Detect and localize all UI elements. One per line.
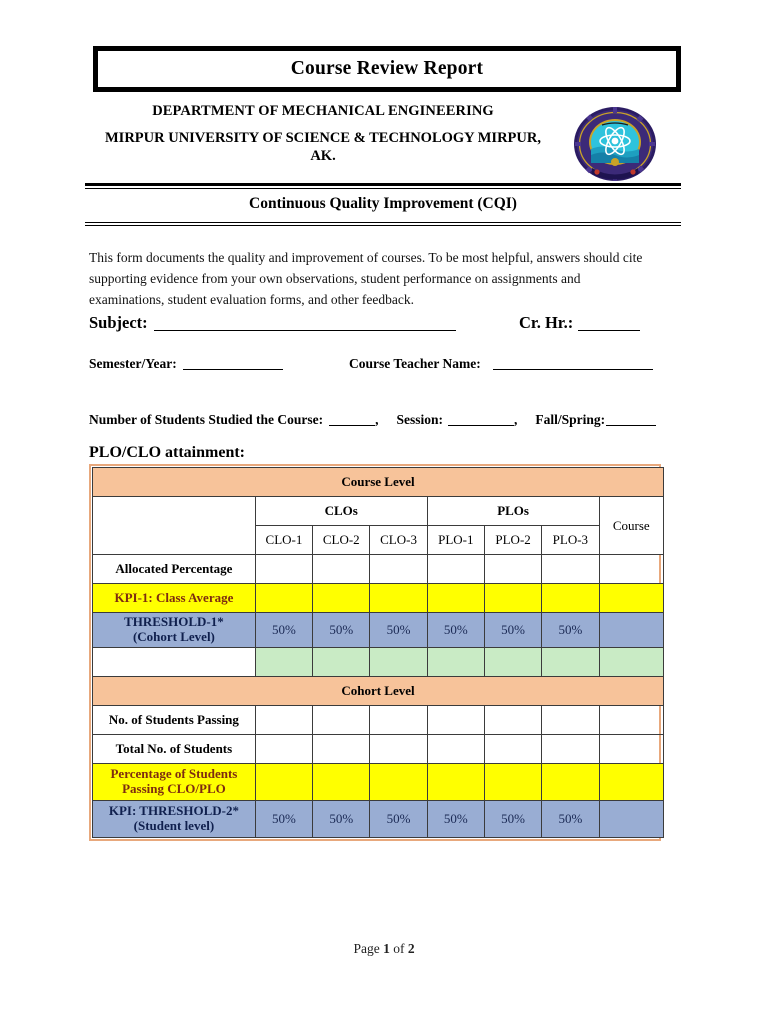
intro-paragraph: This form documents the quality and improvement of courses. To be most helpful, answers should cite supporting evidence from your own observations, student performance on assignments and examinations, student evaluation forms, and other feedback. [89, 250, 643, 307]
cell-kpi1-plo-2[interactable] [484, 584, 541, 613]
cell-total-plo-2[interactable] [484, 735, 541, 764]
cell-threshold1-clo-1[interactable]: 50% [255, 613, 312, 648]
footer-total-pages: 2 [407, 941, 415, 956]
section-header-course-level: Course Level [93, 468, 664, 497]
column-header-course: Course [599, 497, 663, 555]
cell-spacer-plo-3[interactable] [542, 648, 599, 677]
cell-threshold1-clo-2[interactable]: 50% [313, 613, 370, 648]
group-header-plos: PLOs [427, 497, 599, 526]
attainment-table-wrapper [89, 464, 661, 841]
rule-bottom-thin [85, 222, 681, 223]
cell-threshold2-plo-3[interactable]: 50% [542, 801, 599, 838]
table-row [93, 677, 664, 706]
cell-allocated-course[interactable] [599, 555, 663, 584]
cell-threshold1-clo-3[interactable]: 50% [370, 613, 427, 648]
threshold-2-line2: (Student level) [133, 818, 215, 833]
column-header-clo-1: CLO-1 [255, 526, 312, 555]
row-label-spacer [93, 648, 256, 677]
cell-spacer-clo-2[interactable] [313, 648, 370, 677]
cell-passing-plo-1[interactable] [427, 706, 484, 735]
cell-spacer-clo-1[interactable] [255, 648, 312, 677]
credit-hours-field-row [519, 313, 640, 333]
comma-separator-1: , [375, 412, 379, 427]
session-input[interactable] [448, 412, 514, 426]
cell-spacer-course[interactable] [599, 648, 663, 677]
cell-passing-course[interactable] [599, 706, 663, 735]
semester-label: Semester/Year: [89, 356, 177, 371]
threshold-2-line1: KPI: THRESHOLD-2* [108, 803, 239, 819]
cell-threshold1-plo-1[interactable]: 50% [427, 613, 484, 648]
cell-pct-clo-1[interactable] [255, 764, 312, 801]
table-outer-border [89, 464, 661, 841]
threshold-1-line2: (Cohort Level) [132, 629, 215, 644]
table-row [93, 764, 664, 801]
cell-pct-clo-3[interactable] [370, 764, 427, 801]
row-label-threshold-1 [93, 613, 256, 648]
percentage-passing-line2: Passing CLO/PLO [122, 781, 226, 796]
table-row [93, 497, 664, 526]
cell-passing-clo-3[interactable] [370, 706, 427, 735]
footer-middle: of [389, 941, 408, 956]
cell-allocated-clo-2[interactable] [313, 555, 370, 584]
university-crest-icon [572, 105, 658, 183]
cell-allocated-clo-1[interactable] [255, 555, 312, 584]
page-footer [0, 941, 768, 957]
row-label-allocated-percentage: Allocated Percentage [93, 555, 256, 584]
university-name-line1: MIRPUR UNIVERSITY OF SCIENCE & TECHNOLOGY MIRPUR, [105, 130, 541, 147]
page-title: Course Review Report [290, 58, 484, 79]
cqi-banner [85, 183, 681, 226]
cell-threshold2-plo-2[interactable]: 50% [484, 801, 541, 838]
cell-total-plo-3[interactable] [542, 735, 599, 764]
cell-pct-plo-1[interactable] [427, 764, 484, 801]
subject-input[interactable] [154, 315, 456, 331]
cell-total-clo-3[interactable] [370, 735, 427, 764]
cell-pct-plo-3[interactable] [542, 764, 599, 801]
credit-hours-label: Cr. Hr.: [519, 313, 574, 332]
plo-clo-attainment-table [92, 467, 664, 838]
subject-field-row [89, 313, 456, 333]
threshold-1-line1: THRESHOLD-1* [124, 614, 224, 630]
num-students-input[interactable] [329, 412, 375, 426]
cell-threshold2-clo-1[interactable]: 50% [255, 801, 312, 838]
cell-threshold1-plo-2[interactable]: 50% [484, 613, 541, 648]
group-header-clos: CLOs [255, 497, 427, 526]
cell-kpi1-clo-1[interactable] [255, 584, 312, 613]
cell-total-clo-2[interactable] [313, 735, 370, 764]
credit-hours-input[interactable] [578, 315, 640, 331]
institution-header [88, 104, 558, 165]
table-row [93, 584, 664, 613]
cell-pct-plo-2[interactable] [484, 764, 541, 801]
cell-passing-clo-2[interactable] [313, 706, 370, 735]
cell-allocated-plo-2[interactable] [484, 555, 541, 584]
column-header-plo-3: PLO-3 [542, 526, 599, 555]
cell-allocated-plo-3[interactable] [542, 555, 599, 584]
students-session-field-row [89, 412, 656, 428]
rule-bottom-thin-2 [85, 225, 681, 226]
cell-pct-clo-2[interactable] [313, 764, 370, 801]
cell-kpi1-course[interactable] [599, 584, 663, 613]
report-title-box [93, 46, 681, 92]
table-row [93, 468, 664, 497]
column-header-clo-2: CLO-2 [313, 526, 370, 555]
cell-spacer-plo-1[interactable] [427, 648, 484, 677]
subject-label: Subject: [89, 313, 148, 332]
table-row [93, 613, 664, 648]
percentage-passing-line1: Percentage of Students [110, 766, 238, 782]
teacher-field-row [349, 356, 653, 372]
cell-spacer-clo-3[interactable] [370, 648, 427, 677]
row-label-kpi1-class-average: KPI-1: Class Average [93, 584, 256, 613]
column-header-plo-2: PLO-2 [484, 526, 541, 555]
cell-passing-plo-2[interactable] [484, 706, 541, 735]
cell-threshold1-course[interactable] [599, 613, 663, 648]
table-row [93, 735, 664, 764]
cell-total-clo-1[interactable] [255, 735, 312, 764]
cell-threshold2-clo-3[interactable]: 50% [370, 801, 427, 838]
column-header-clo-3: CLO-3 [370, 526, 427, 555]
column-header-plo-1: PLO-1 [427, 526, 484, 555]
session-label: Session: [396, 412, 444, 427]
rule-top-thick [85, 183, 681, 186]
cell-total-course[interactable] [599, 735, 663, 764]
cell-allocated-plo-1[interactable] [427, 555, 484, 584]
cell-passing-clo-1[interactable] [255, 706, 312, 735]
university-name-line2: AK. [310, 148, 336, 165]
footer-prefix: Page [353, 941, 384, 956]
teacher-label: Course Teacher Name: [349, 356, 481, 371]
cell-kpi1-clo-3[interactable] [370, 584, 427, 613]
cell-total-plo-1[interactable] [427, 735, 484, 764]
row-label-total-students: Total No. of Students [93, 735, 256, 764]
row-label-students-passing: No. of Students Passing [93, 706, 256, 735]
footer-current-page: 1 [383, 941, 390, 956]
cell-spacer-plo-2[interactable] [484, 648, 541, 677]
section-header-cohort-level: Cohort Level [93, 677, 664, 706]
num-students-label: Number of Students Studied the Course: [89, 412, 324, 427]
cell-threshold2-clo-2[interactable]: 50% [313, 801, 370, 838]
semester-input[interactable] [183, 356, 283, 370]
table-row [93, 801, 664, 838]
comma-separator-2: , [514, 412, 518, 427]
cell-kpi1-plo-3[interactable] [542, 584, 599, 613]
table-row [93, 706, 664, 735]
cell-allocated-clo-3[interactable] [370, 555, 427, 584]
cell-pct-course[interactable] [599, 764, 663, 801]
cell-passing-plo-3[interactable] [542, 706, 599, 735]
cell-kpi1-plo-1[interactable] [427, 584, 484, 613]
teacher-input[interactable] [493, 356, 653, 370]
cell-kpi1-clo-2[interactable] [313, 584, 370, 613]
semester-field-row [89, 356, 283, 372]
cqi-banner-text: Continuous Quality Improvement (CQI) [249, 195, 517, 212]
term-label: Fall/Spring: [535, 412, 606, 427]
table-row [93, 648, 664, 677]
department-name: DEPARTMENT OF MECHANICAL ENGINEERING [152, 103, 494, 119]
cell-threshold2-course[interactable] [599, 801, 663, 838]
cell-threshold1-plo-3[interactable]: 50% [542, 613, 599, 648]
row-label-threshold-2 [93, 801, 256, 838]
corner-cell [93, 497, 256, 555]
table-row [93, 555, 664, 584]
row-label-percentage-passing [93, 764, 256, 801]
term-input[interactable] [606, 412, 656, 426]
cell-threshold2-plo-1[interactable]: 50% [427, 801, 484, 838]
plo-clo-attainment-heading: PLO/CLO attainment: [89, 444, 245, 461]
